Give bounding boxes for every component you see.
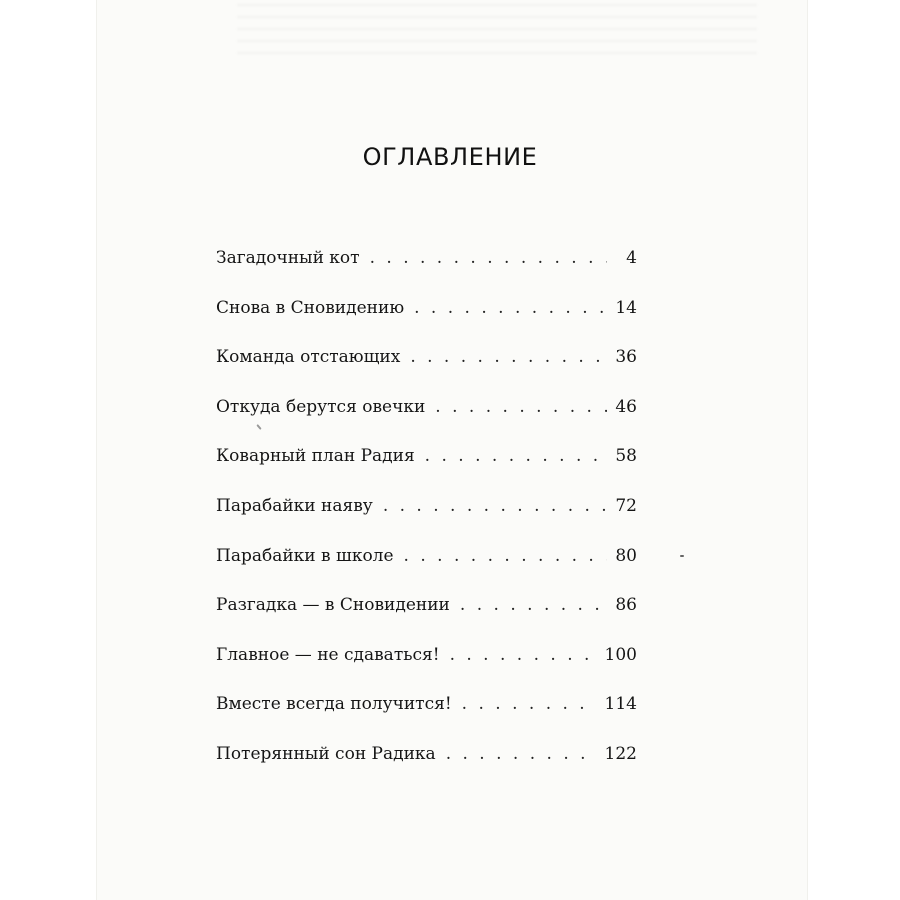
toc-entry-title: Коварный план Радия <box>216 446 415 467</box>
toc-entry-title: Потерянный сон Радика <box>216 743 436 764</box>
toc-entry <box>216 546 637 596</box>
toc-entry <box>216 595 637 645</box>
toc-entry <box>216 446 637 496</box>
toc-entry-page: 122 <box>604 743 637 764</box>
toc-entry-title: Вместе всегда получится! <box>216 694 452 715</box>
show-through-text <box>237 4 757 54</box>
toc-entry-page: 14 <box>615 297 637 318</box>
dot-leader <box>404 546 607 566</box>
toc-entry-page: 114 <box>604 694 637 715</box>
dot-leader <box>446 744 597 764</box>
toc-entry <box>216 496 637 546</box>
toc-entry-page: 36 <box>615 347 637 368</box>
toc-entry-title: Откуда берутся овечки <box>216 396 426 417</box>
toc-entry <box>216 347 637 397</box>
toc-entry-title: Команда отстающих <box>216 347 401 368</box>
page-title: ОГЛАВЛЕНИЕ <box>362 143 538 171</box>
toc-entry-page: 4 <box>626 248 637 268</box>
dot-leader <box>383 496 607 516</box>
toc-entry-title: Главное — не сдаваться! <box>216 644 440 665</box>
toc-entry <box>216 645 637 695</box>
dot-leader <box>425 446 607 466</box>
toc-entry <box>216 397 637 447</box>
toc-entry-page: 72 <box>615 495 637 516</box>
toc-entry-page: 100 <box>604 644 637 665</box>
toc-entry <box>216 744 637 794</box>
dot-leader <box>370 248 607 268</box>
dot-leader <box>410 347 607 367</box>
dot-leader <box>450 645 597 665</box>
table-of-contents <box>216 248 637 794</box>
dot-leader <box>460 595 607 615</box>
dot-leader <box>462 694 597 714</box>
toc-entry-title: Снова в Сновидению <box>216 297 405 318</box>
toc-entry-page: 46 <box>615 396 637 417</box>
toc-entry-page: 58 <box>615 446 637 467</box>
dot-leader <box>414 298 607 318</box>
toc-entry <box>216 248 637 298</box>
toc-entry <box>216 694 637 744</box>
paper-speck <box>680 555 684 557</box>
toc-entry-title: Разгадка — в Сновидении <box>216 595 450 616</box>
toc-entry-title: Загадочный кот <box>216 248 360 268</box>
toc-entry-title: Парабайки в школе <box>216 545 394 566</box>
toc-entry <box>216 298 637 348</box>
dot-leader <box>435 397 607 417</box>
toc-entry-title: Парабайки наяву <box>216 495 373 516</box>
toc-entry-page: 80 <box>615 545 637 566</box>
toc-entry-page: 86 <box>615 595 637 616</box>
